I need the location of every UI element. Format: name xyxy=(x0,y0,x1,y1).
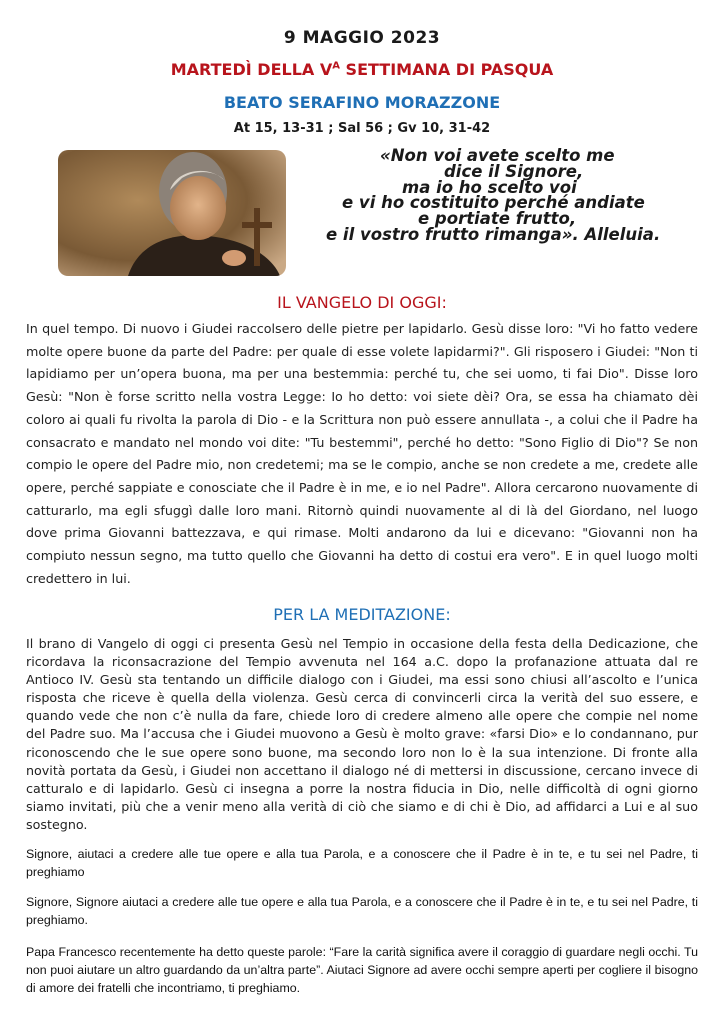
gospel-heading: IL VANGELO DI OGGI: xyxy=(277,293,447,312)
quote-line: ma io ho scelto voi xyxy=(402,177,577,197)
prayer-1: Signore, aiutaci a credere alle tue opere e alla tua Parola, e a conoscere che il Padre è in te, e tu sei nel Padre, ti preghiamo xyxy=(26,847,698,879)
liturgical-day-sup: A xyxy=(332,60,340,72)
prayer-2: Signore, Signore aiutaci a credere alle tue opere e alla tua Parola, e a conoscere che il Padre è in te, e tu sei nel Padre, ti preghiamo. xyxy=(26,895,698,927)
quote-line: e vi ho costituito perché andiate xyxy=(342,193,645,213)
liturgical-day-main: MARTEDÌ DELLA V xyxy=(170,60,333,79)
quote-line: dice il Signore, xyxy=(444,161,584,181)
saint-of-the-day: BEATO SERAFINO MORAZZONE xyxy=(223,93,501,112)
quote-line: «Non voi avete scelto me xyxy=(380,146,615,165)
liturgical-day xyxy=(0,60,724,79)
meditation-heading: PER LA MEDITAZIONE: xyxy=(273,605,451,624)
prayer-3: Papa Francesco recentemente ha detto queste parole: “Fare la carità significa avere il coraggio di guardare negli occhi. Tu non puoi aiutare un altro guardando da un’altra parte”. Aiutaci Signore ad avere occhi sempre aperti per cogliere il bisogno di amore dei fratelli che incontriamo, ti preghiamo. xyxy=(26,945,698,995)
quote-line: e portiate frutto, xyxy=(418,209,577,229)
meditation-text: Il brano di Vangelo di oggi ci presenta Gesù nel Tempio in occasione della festa della Dedicazione, che ricordava la riconsacrazione del Tempio avvenuta nel 164 a.C. dopo la profanazione attuata dal re Antioco IV. Gesù sta tentando un difficile dialogo con i Giudei, ma essi sono chiusi all’ascolto e l’unica risposta che riceve è quella della violenza. Gesù cerca di convincerli circa la verità del suo essere, e quando vede che non c’è nulla da fare, chiede loro di credere almeno alle opere che compie nel nome del Padre suo. Ma l’accusa che i Giudei muovono a Gesù è molto grave: «farsi Dio» e lo condannano, pur riconoscendo che le sue opere sono buone, ma secondo loro non lo è la sua intenzione. Di fronte alla novità portata da Gesù, i Giudei non accettano il dialogo né di mettersi in discussione, cercano invece di catturalo e di lapidarlo. Gesù ci insegna a porre la nostra fiducia in Dio, nelle difficoltà di ogni giorno siamo invitati, più che a venir meno alla verità di ciò che siamo e di chi è Dio, ad affidarci a Lui e al suo sostegno. xyxy=(26,636,698,832)
saint-portrait-image xyxy=(58,150,286,276)
liturgical-day-tail: SETTIMANA DI PASQUA xyxy=(339,60,554,79)
quote-line: e il vostro frutto rimanga». Alleluia. xyxy=(326,224,661,244)
quote-block xyxy=(296,148,696,243)
date-title: 9 MAGGIO 2023 xyxy=(283,28,441,48)
gospel-text: In quel tempo. Di nuovo i Giudei raccolsero delle pietre per lapidarlo. Gesù disse loro: "Vi ho fatto vedere molte opere buone da parte del Padre: per quale di esse volete lapidarmi?". Gli risposero i Giudei: "Non ti lapidiamo per un’opera buona, ma per una bestemmia: perché tu, che sei uomo, ti fai Dio". Disse loro Gesù: "Non è forse scritto nella vostra Legge: Io ho detto: voi siete dèi? Ora, se essa ha chiamato dèi coloro ai quali fu rivolta la parola di Dio - e la Scrittura non può essere annullata -, a colui che il Padre ha consacrato e mandato nel mondo voi dite: "Tu bestemmi", perché ho detto: "Sono Figlio di Dio"? Se non compio le opere del Padre mio, non credetemi; ma se le compio, anche se non credete a me, credete alle opere, perché sappiate e conosciate che il Padre è in me, e io nel Padre". Allora cercarono nuovamente di catturarlo, ma egli sfuggì dalle loro mani. Ritornò quindi nuovamente al di là del Giordano, nel luogo dove prima Giovanni battezzava, e qui rimase. Molti andarono da lui e dicevano: "Giovanni non ha compiuto nessun segno, ma tutto quello che Giovanni ha detto di costui era vero". E in quel luogo molti credettero in lui. xyxy=(26,321,698,586)
readings-reference: At 15, 13-31 ; Sal 56 ; Gv 10, 31-42 xyxy=(233,121,491,136)
